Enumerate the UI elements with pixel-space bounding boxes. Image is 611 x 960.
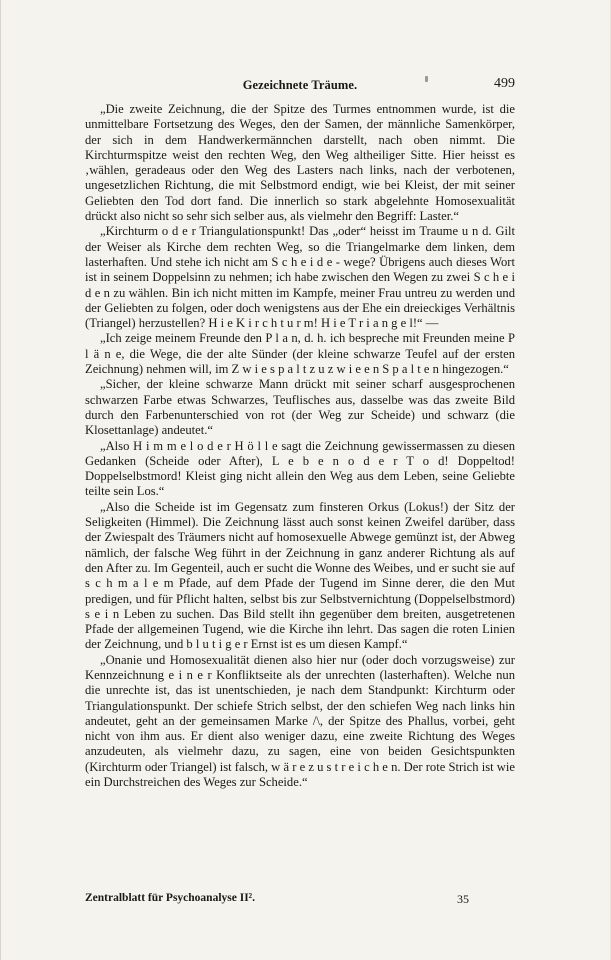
journal-signature: Zentralblatt für Psychoanalyse II². <box>85 892 255 904</box>
paragraph: „Die zweite Zeichnung, die der Spitze des Turmes entnommen wurde, ist die unmittelbare Fortsetzung des Weges, den der Samen, der männliche Samenkörper, der sich in dem Handwerkermännchen darstellt, nach oben nimmt. Die Kirchturmspitze weist den rechten Weg, den Weg altheiliger Sitte. Hier heisst es ‚wählen, geradeaus oder den Weg des Lasters nach links, nach der verbotenen, ungesetzlichen Richtung, die mit Selbstmord endigt, wie bei Kleist, der mit seiner Geliebten den Tod dort fand. Die innerlich so stark abgelehnte Homosexualität drückt also nicht so sehr sich selber aus, als vielmehr den Begriff: Laster.“ <box>85 102 515 224</box>
paragraph: „Kirchturm o d e r Triangulationspunkt! Das „oder“ heisst im Traume u n d. Gilt der Weiser als Kirche dem rechten Weg, so die Triangelmarke dem linken, dem lasterhaften. Und stehe ich nicht am S c h e i d e - wege? Übrigens auch dieses Wort ist in seinem Doppelsinn zu nehmen; ich habe zwischen den Wegen zu zwei S c h e i d e n zu wählen. Bin ich nicht mitten im Kampfe, meiner Frau untreu zu werden und der Geliebten zu folgen, oder doch wenigstens aus der Ehe ein dreieckiges Verhältnis (Triangel) herzustellen? H i e K i r c h t u r m! H i e T r i a n g e l!“ — <box>85 224 515 331</box>
paragraph: „Also H i m m e l o d e r H ö l l e sagt die Zeichnung gewissermassen zu diesen Gedanken (Scheide oder After), L e b e n o d e r T o d! Doppeltod! Doppelselbstmord! Kleist ging nicht allein den Weg aus dem Leben, seine Geliebte teilte sein Los.“ <box>85 438 515 499</box>
paragraph: „Onanie und Homosexualität dienen also hier nur (oder doch vorzugsweise) zur Kennzeichnung e i n e r Konfliktseite als der unrechten (lasterhaften). Welche nun die unrechte ist, das ist unentschieden, je nach dem Standpunkt: Kirchturm oder Triangulationspunkt. Der schiefe Strich selbst, der den schiefen Weg nach links hin andeutet, geht an der gemeinsamen Marke /\, der Spitze des Phallus, vorbei, geht nicht von ihm aus. Er dient also weniger dazu, eine zweite Richtung des Weges anzudeuten, als vielmehr dazu, zu sagen, eine von beiden Gesichtspunkten (Kirchturm oder Triangel) ist falsch, w ä r e z u s t r e i c h e n. Der rote Strich ist wie ein Durchstreichen des Weges zur Scheide.“ <box>85 652 515 790</box>
page-footer <box>85 892 515 910</box>
paragraph: „Sicher, der kleine schwarze Mann drückt mit seiner scharf ausgesprochenen schwarzen Farbe etwas Schwarzes, Teuflisches aus, dasselbe was das zweite Bild durch den Farbenunterschied von rot (der Weg zur Scheide) und schwarz (die Klosettanlage) andeutet.“ <box>85 377 515 438</box>
body-text <box>85 102 515 790</box>
running-title: Gezeichnete Träume. <box>242 78 358 92</box>
page-header <box>85 78 515 98</box>
sheet-number: 35 <box>457 892 469 906</box>
paragraph: „Ich zeige meinem Freunde den P l a n, d. h. ich bespreche mit Freunden meine P l ä n e, die Wege, die der alte Sünder (der kleine schwarze Teufel auf der ersten Zeichnung) nehmen will, im Z w i e s p a l t z u z w i e e n S p a l t e n hingezogen.“ <box>85 331 515 377</box>
page-number: 499 <box>494 76 515 91</box>
paragraph: „Also die Scheide ist im Gegensatz zum finsteren Orkus (Lokus!) der Sitz der Seligkeiten (Himmel). Die Zeichnung lässt auch sonst keinen Zweifel darüber, dass der Zwiespalt des Träumers nicht auf homosexuelle Abwege gemünzt ist, der Abweg nämlich, der falsche Weg führt in der Zeichnung in ganz anderer Richtung als auf den After zu. Im Gegenteil, auch er sucht die Wonne des Weibes, und er sucht sie auf s c h m a l e m Pfade, auf dem Pfade der Tugend im Sinne derer, die den Mut predigen, und für Pflicht halten, selbst bis zur Selbstvernichtung (Doppelselbstmord) s e i n Leben zu suchen. Das Bild stellt ihn gegenüber dem breiten, ausgetretenen Pfade der allgemeinen Tugend, wie die Kirche ihn lehrt. Das sagen die roten Linien der Zeichnung, und b l u t i g e r Ernst ist es um diesen Kampf.“ <box>85 499 515 652</box>
